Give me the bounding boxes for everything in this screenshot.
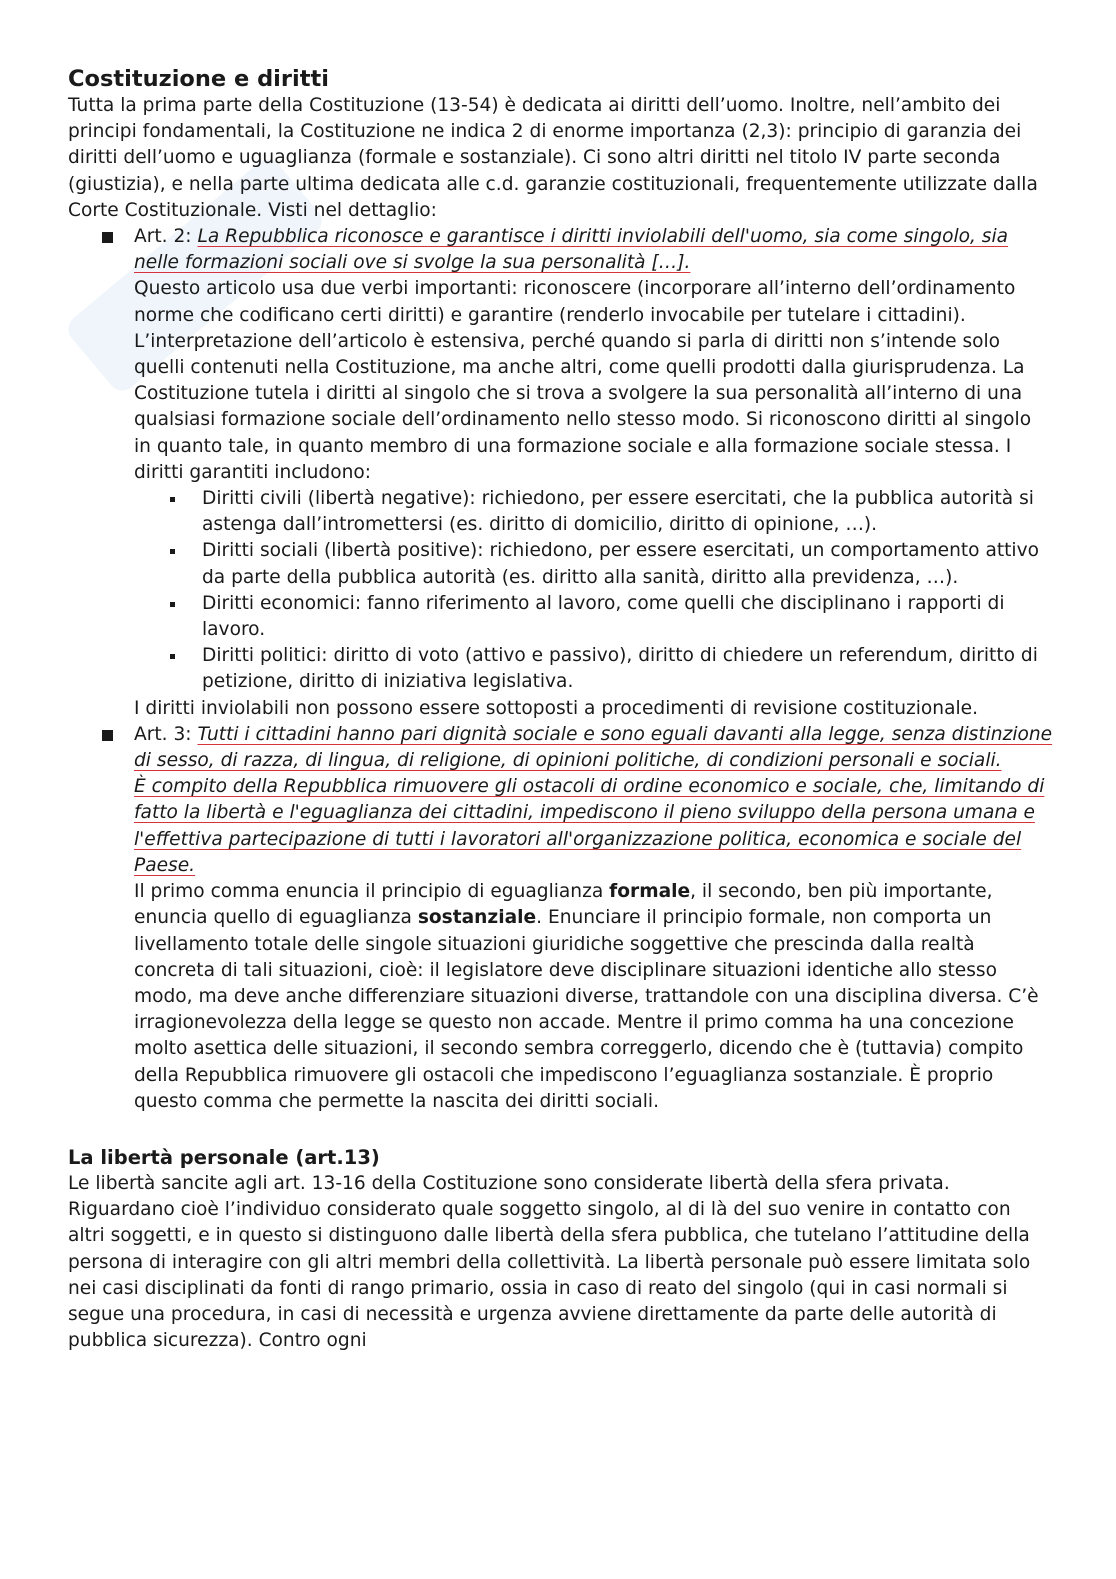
document-body bbox=[68, 66, 1053, 1354]
section-heading: La libertà personale (art.13) bbox=[68, 1145, 380, 1169]
article-3-body-a: Il primo comma enuncia il principio di eguaglianza bbox=[134, 881, 610, 903]
article-3-body-b: , il secondo, ben più importante, enuncia quello di eguaglianza bbox=[134, 881, 993, 929]
list-item: Diritti civili (libertà negative): richiedono, per essere esercitati, che la pubblica autorità si astenga dall’intromettersi (es. diritto di domicilio, diritto di opinione, …). bbox=[134, 486, 1053, 538]
article-2-body: Questo articolo usa due verbi importanti: riconoscere (incorporare all’interno dell’ordinamento norme che codificano certi diritti) e garantire (renderlo invocabile per tutelare i cittadini). L’interpretazione dell’articolo è estensiva, perché quando si parla di diritti non s’intende solo quelli contenuti nella Costituzione, ma anche altri, come quelli prodotti dalla giurisprudenza. La Costituzione tutela i diritti al singolo che si trova a svolgere la sua personalità all’interno di una qualsiasi formazione sociale dell’ordinamento nello stesso modo. Si riconoscono diritti al singolo in quanto tale, in quanto membro di una formazione sociale e alla formazione sociale stessa. I diritti garantiti includono: bbox=[134, 278, 1032, 483]
article-3-body-c: . Enunciare il principio formale, non comporta un livellamento totale delle singole situazioni giuridiche soggettive che prescinda dalla realtà concreta di tali situazioni, cioè: il legislatore deve disciplinare situazioni identiche allo stesso modo, ma deve anche differenziare situazioni diverse, trattandole con una disciplina diversa. C’è irragionevolezza della legge se questo non accade. Mentre il primo comma ha una concezione molto asettica delle situazioni, il secondo sembra correggerlo, dicendo che è (tuttavia) compito della Repubblica rimuovere gli ostacoli che impediscono l’eguaglianza sostanziale. È proprio questo comma che permette la nascita dei diritti sociali. bbox=[134, 907, 1039, 1112]
articles-list bbox=[68, 224, 1053, 1115]
article-3-label: Art. 3: bbox=[134, 723, 198, 745]
rights-list bbox=[134, 486, 1053, 696]
intro-paragraph: Tutta la prima parte della Costituzione (13-54) è dedicata ai diritti dell’uomo. Inoltre, nell’ambito dei principi fondamentali, la Costituzione ne indica 2 di enorme importanza (2,3): principio di garanzia dei diritti dell’uomo e uguaglianza (formale e sostanziale). Ci sono altri diritti nel titolo IV parte seconda (giustizia), e nella parte ultima dedicata alle c.d. garanzie costituzionali, frequentemente utilizzate dalla Corte Costituzionale. Visti nel dettaglio: bbox=[68, 95, 1038, 221]
article-3-quote-2: È compito della Repubblica rimuovere gli ostacoli di ordine economico e sociale, che, limitando di fatto la libertà e l'eguaglianza dei cittadini, impediscono il pieno sviluppo della persona umana e l'effettiva partecipazione di tutti i lavoratori all'organizzazione politica, economica e sociale del Paese. bbox=[134, 776, 1045, 876]
article-3-quote-1: Tutti i cittadini hanno pari dignità sociale e sono eguali davanti alla legge, senza distinzione di sesso, di razza, di lingua, di religione, di opinioni politiche, di condizioni personali e sociali. bbox=[134, 723, 1053, 772]
section-title: Costituzione e diritti bbox=[68, 66, 329, 92]
article-3-quote-line bbox=[134, 722, 1053, 774]
bold-formale: formale bbox=[609, 881, 691, 903]
article-2-quote-line bbox=[134, 224, 1053, 276]
article-3-item bbox=[68, 722, 1053, 1115]
list-item: Diritti politici: diritto di voto (attivo e passivo), diritto di chiedere un referendum, diritto di petizione, diritto di iniziativa legislativa. bbox=[134, 643, 1053, 695]
article-2-item bbox=[68, 224, 1053, 722]
article-3-body bbox=[134, 879, 1053, 1115]
list-item: Diritti sociali (libertà positive): richiedono, per essere esercitati, un comportamento attivo da parte della pubblica autorità (es. diritto alla sanità, diritto alla previdenza, …). bbox=[134, 538, 1053, 590]
article-3-quote-line-2 bbox=[134, 774, 1053, 879]
section-2-paragraph: Le libertà sancite agli art. 13-16 della Costituzione sono considerate libertà della sfera privata. Riguardano cioè l’individuo considerato quale soggetto singolo, al di là del suo venire in contatto con altri soggetti, e in questo si distinguono dalle libertà della sfera pubblica, che tutelano l’attitudine della persona di interagire con gli altri membri della collettività. La libertà personale può essere limitata solo nei casi disciplinati da fonti di rango primario, ossia in caso di reato del singolo (qui in casi normali si segue una procedura, in casi di necessità e urgenza avviene direttamente da parte delle autorità di pubblica sicurezza). Contro ogni bbox=[68, 1172, 1031, 1352]
bold-sostanziale: sostanziale bbox=[417, 907, 537, 929]
article-2-quote: La Repubblica riconosce e garantisce i diritti inviolabili dell'uomo, sia come singolo, sia nelle formazioni sociali ove si svolge la sua personalità […]. bbox=[134, 226, 1009, 274]
article-2-label: Art. 2: bbox=[134, 226, 198, 248]
list-item: Diritti economici: fanno riferimento al lavoro, come quelli che disciplinano i rapporti di lavoro. bbox=[134, 591, 1053, 643]
article-2-closing: I diritti inviolabili non possono essere sottoposti a procedimenti di revisione costituzionale. bbox=[134, 697, 978, 719]
